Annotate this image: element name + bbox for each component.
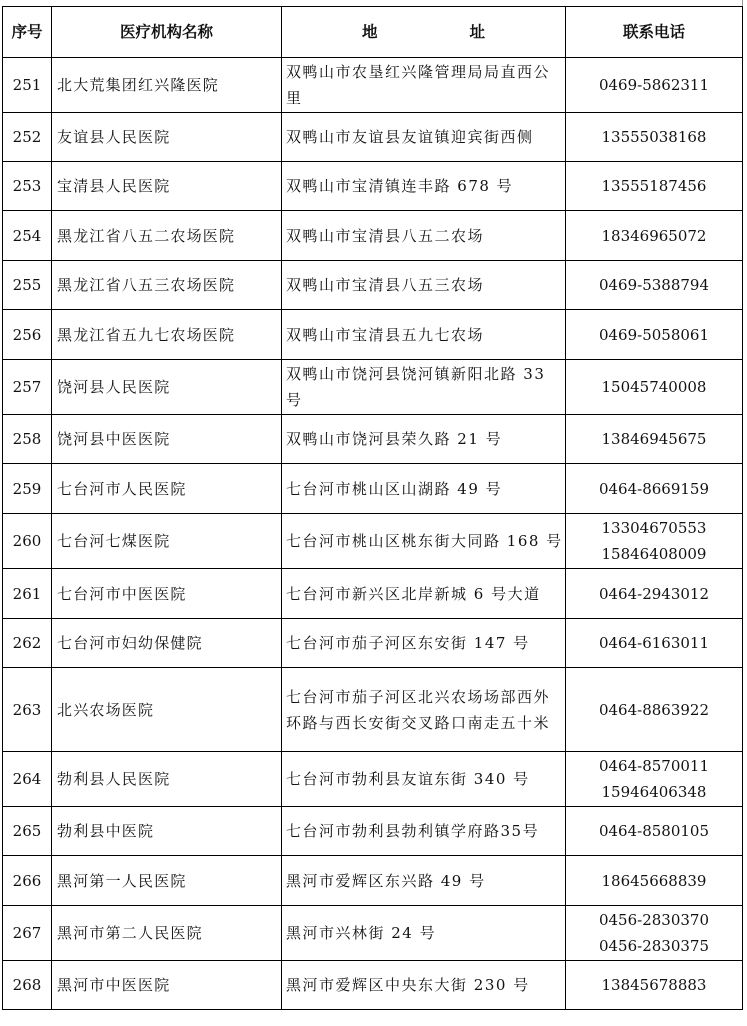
contact-phone-cell: [566, 906, 743, 961]
institution-name: 勃利县中医院: [52, 807, 282, 856]
row-number: 266: [3, 856, 52, 906]
table-row: [3, 211, 743, 261]
row-number: 253: [3, 162, 52, 211]
institution-name: 北兴农场医院: [52, 668, 282, 752]
table-row: [3, 415, 743, 464]
contact-phone: 18645668839: [601, 871, 707, 890]
table-row: [3, 261, 743, 310]
table-body: [3, 58, 743, 1010]
institution-address: 双鸭山市饶河县饶河镇新阳北路 33 号: [282, 360, 566, 415]
institution-name: 黑河第一人民医院: [52, 856, 282, 906]
row-number: 267: [3, 906, 52, 961]
hospital-table-page: [2, 6, 742, 1010]
contact-phone-cell: [566, 569, 743, 619]
row-number: 262: [3, 619, 52, 668]
row-number: 265: [3, 807, 52, 856]
contact-phone: 0456-2830375: [598, 937, 710, 955]
table-row: [3, 856, 743, 906]
contact-phone: 0464-8570011: [598, 757, 710, 775]
table-row: [3, 514, 743, 569]
institution-name: 宝清县人民医院: [52, 162, 282, 211]
contact-phone: 0464-6163011: [598, 634, 710, 652]
institution-address: 双鸭山市宝清县八五三农场: [282, 261, 566, 310]
institution-name: 七台河市中医医院: [52, 569, 282, 619]
contact-phone-cell: [566, 961, 743, 1010]
table-row: [3, 961, 743, 1010]
row-number: 256: [3, 310, 52, 360]
row-number: 261: [3, 569, 52, 619]
institution-name: 友谊县人民医院: [52, 113, 282, 162]
row-number: 264: [3, 752, 52, 807]
contact-phone: 13555038168: [601, 128, 707, 146]
contact-phone: 13845678883: [601, 976, 707, 994]
institution-address: 七台河市茄子河区东安街 147 号: [282, 619, 566, 668]
contact-phone: 0464-8580105: [598, 822, 710, 840]
table-header-row: [3, 7, 743, 58]
table-row: [3, 113, 743, 162]
contact-phone-cell: [566, 856, 743, 906]
institution-name: 北大荒集团红兴隆医院: [52, 58, 282, 113]
contact-phone-cell: [566, 162, 743, 211]
institution-name: 七台河七煤医院: [52, 514, 282, 569]
contact-phone-cell: [566, 261, 743, 310]
row-number: 268: [3, 961, 52, 1010]
institution-address: 双鸭山市宝清县五九七农场: [282, 310, 566, 360]
institution-address: 双鸭山市宝清县八五二农场: [282, 211, 566, 261]
institution-name: 黑龙江省五九七农场医院: [52, 310, 282, 360]
contact-phone: 18346965072: [601, 226, 707, 245]
row-number: 260: [3, 514, 52, 569]
contact-phone: 13304670553: [601, 519, 707, 537]
institution-name: 饶河县中医医院: [52, 415, 282, 464]
institution-address: 七台河市桃山区桃东街大同路 168 号: [282, 514, 566, 569]
contact-phone-cell: [566, 113, 743, 162]
header-address-left: 地: [361, 23, 378, 41]
institution-address: 双鸭山市宝清镇连丰路 678 号: [282, 162, 566, 211]
header-name: 医疗机构名称: [52, 7, 282, 58]
institution-name: 饶河县人民医院: [52, 360, 282, 415]
table-row: [3, 752, 743, 807]
contact-phone-cell: [566, 807, 743, 856]
row-number: 257: [3, 360, 52, 415]
table-row: [3, 310, 743, 360]
table-row: [3, 464, 743, 514]
row-number: 255: [3, 261, 52, 310]
institution-address: 七台河市茄子河区北兴农场场部西外环路与西长安街交叉路口南走五十米: [282, 668, 566, 752]
contact-phone-cell: [566, 211, 743, 261]
contact-phone-cell: [566, 668, 743, 752]
contact-phone: 15045740008: [601, 378, 707, 396]
contact-phone: 13846945675: [601, 430, 707, 448]
contact-phone-cell: [566, 58, 743, 113]
institution-address: 七台河市新兴区北岸新城 6 号大道: [282, 569, 566, 619]
institution-address: 黑河市爱辉区东兴路 49 号: [282, 856, 566, 906]
institution-name: 黑河市第二人民医院: [52, 906, 282, 961]
contact-phone-cell: [566, 464, 743, 514]
row-number: 251: [3, 58, 52, 113]
institution-name: 勃利县人民医院: [52, 752, 282, 807]
contact-phone-cell: [566, 360, 743, 415]
institution-address: 双鸭山市饶河县荣久路 21 号: [282, 415, 566, 464]
row-number: 254: [3, 211, 52, 261]
header-no: 序号: [3, 7, 52, 58]
institution-name: 黑龙江省八五二农场医院: [52, 211, 282, 261]
institution-address: 黑河市兴林街 24 号: [282, 906, 566, 961]
contact-phone: 0469-5862311: [598, 76, 710, 94]
institution-address: 七台河市勃利县友谊东街 340 号: [282, 752, 566, 807]
contact-phone-cell: [566, 619, 743, 668]
institution-address: 黑河市爱辉区中央东大街 230 号: [282, 961, 566, 1010]
contact-phone-cell: [566, 514, 743, 569]
institution-name: 七台河市妇幼保健院: [52, 619, 282, 668]
contact-phone: 0469-5058061: [598, 325, 710, 344]
contact-phone-cell: [566, 310, 743, 360]
contact-phone: 15946406348: [601, 783, 707, 801]
row-number: 252: [3, 113, 52, 162]
contact-phone: 0464-8863922: [598, 700, 710, 719]
contact-phone-cell: [566, 415, 743, 464]
table-row: [3, 360, 743, 415]
table-row: [3, 58, 743, 113]
contact-phone: 0456-2830370: [598, 911, 710, 929]
institution-address: 七台河市桃山区山湖路 49 号: [282, 464, 566, 514]
contact-phone: 0464-8669159: [598, 479, 710, 498]
table-row: [3, 162, 743, 211]
table-row: [3, 906, 743, 961]
institution-address: 七台河市勃利县勃利镇学府路35号: [282, 807, 566, 856]
contact-phone: 13555187456: [601, 177, 707, 195]
institution-name: 七台河市人民医院: [52, 464, 282, 514]
contact-phone: 15846408009: [601, 545, 707, 563]
hospital-table: [2, 6, 743, 1010]
row-number: 259: [3, 464, 52, 514]
table-row: [3, 668, 743, 752]
institution-name: 黑河市中医医院: [52, 961, 282, 1010]
row-number: 263: [3, 668, 52, 752]
table-row: [3, 807, 743, 856]
institution-address: 双鸭山市农垦红兴隆管理局局直西公里: [282, 58, 566, 113]
header-address: [282, 7, 566, 58]
row-number: 258: [3, 415, 52, 464]
contact-phone: 0469-5388794: [598, 276, 710, 294]
contact-phone-cell: [566, 752, 743, 807]
table-row: [3, 569, 743, 619]
table-row: [3, 619, 743, 668]
header-address-right: 址: [469, 23, 486, 41]
header-phone: 联系电话: [566, 7, 743, 58]
institution-name: 黑龙江省八五三农场医院: [52, 261, 282, 310]
institution-address: 双鸭山市友谊县友谊镇迎宾街西侧: [282, 113, 566, 162]
contact-phone: 0464-2943012: [598, 584, 710, 603]
